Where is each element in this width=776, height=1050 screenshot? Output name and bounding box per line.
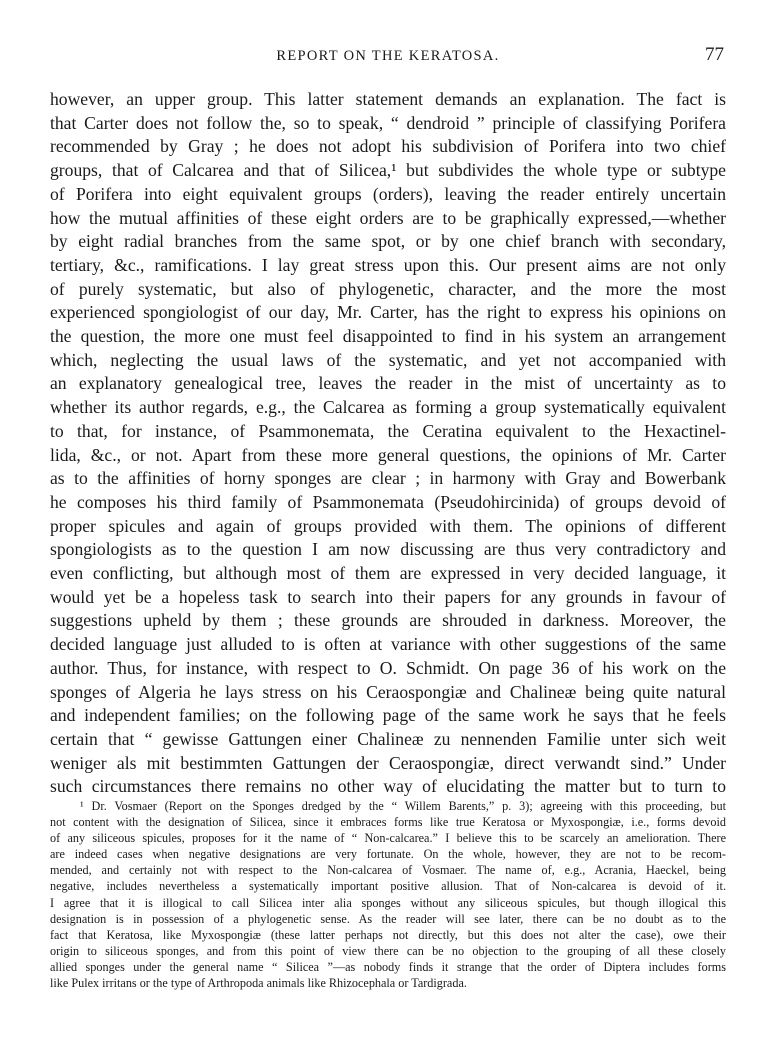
footnote-line: I agree that it is illogical to call Silicea inter alia sponges without any siliceous spicules, but though illogical this (50, 895, 726, 910)
body-line: lida, &c., or not. Apart from these more general questions, the opinions of Mr. Carter (50, 444, 726, 465)
body-line: an explanatory genealogical tree, leaves the reader in the mist of uncertainty as to (50, 373, 726, 394)
footnote-line: fact that Keratosa, like Myxospongiæ (these latter perhaps not directly, but this does not alter the case), owe their (50, 927, 726, 942)
body-line: weniger als mit bestimmten Gattungen der Ceraospongiæ, direct verwandt sind.” Under (50, 752, 726, 773)
body-line: by eight radial branches from the same spot, or by one chief branch with secondary, (50, 231, 726, 252)
body-line: whether its author regards, e.g., the Calcarea as forming a group systematically equivalent (50, 397, 726, 418)
body-line: to that, for instance, of Psammonemata, the Ceratina equivalent to the Hexactinel- (50, 420, 726, 441)
footnote-line: origin to siliceous sponges, and from this point of view there can be no objection to the grouping of all these closely (50, 943, 726, 958)
body-line: of Porifera into eight equivalent groups (orders), leaving the reader entirely uncertain (50, 183, 726, 204)
footnote-line: negative, includes nevertheless a systematically important positive allusion. That of Non-calcarea is devoid of it. (50, 879, 726, 894)
footnote-line: allied sponges under the general name “ Silicea ”—as nobody finds it strange that the order of Diptera includes forms (50, 959, 726, 974)
body-line: of purely systematic, but also of phylogenetic, character, and the more the most (50, 278, 726, 299)
body-line: such circumstances there remains no other way of elucidating the matter but to turn to (50, 776, 726, 797)
footnote-line: of any siliceous spicules, proposes for it the name of “ Non-calcarea.” I believe this to be scarcely an amelioration. There (50, 831, 726, 846)
footnote-line: like Pulex irritans or the type of Arthropoda animals like Rhizocephala or Tardigrada. (50, 976, 467, 991)
body-line: experienced spongiologist of our day, Mr. Carter, has the right to express his opinions on (50, 302, 726, 323)
body-line: and independent families; on the following page of the same work he says that he feels (50, 705, 726, 726)
page-number: 77 (705, 44, 724, 65)
body-line: suggestions upheld by them ; these grounds are shrouded in darkness. Moreover, the (50, 610, 726, 631)
body-line: decided language just alluded to is often at variance with other suggestions of the same (50, 634, 726, 655)
body-line: as to the affinities of horny sponges are clear ; in harmony with Gray and Bowerbank (50, 468, 726, 489)
running-head (50, 44, 726, 70)
body-line: even conflicting, but although most of them are expressed in very decided language, it (50, 563, 726, 584)
footnote-line: ¹ Dr. Vosmaer (Report on the Sponges dredged by the “ Willem Barents,” p. 3); agreeing with this proceeding, but (80, 799, 726, 813)
body-line: how the mutual affinities of these eight orders are to be graphically expressed,—whether (50, 207, 726, 228)
footnote-line: mended, and certainly not with respect to the Non-calcarea of Vosmaer. The name of, e.g., Acrania, Haeckel, being (50, 863, 726, 878)
body-line: groups, that of Calcarea and that of Silicea,¹ but subdivides the whole type or subtype (50, 160, 726, 181)
body-line: recommended by Gray ; he does not adopt his subdivision of Porifera into two chief (50, 136, 726, 157)
body-line: he composes his third family of Psammonemata (Pseudohircinida) of groups devoid of (50, 491, 726, 512)
body-text (50, 88, 726, 799)
body-line: spongiologists as to the question I am now discussing are thus very contradictory and (50, 539, 726, 560)
body-line: the question, the more one must feel disappointed to find in his system an arrangement (50, 326, 726, 347)
body-line: which, neglecting the usual laws of the systematic, and yet not accompanied with (50, 349, 726, 370)
running-title: REPORT ON THE KERATOSA. (276, 48, 500, 64)
body-line: would yet be a hopeless task to search into their papers for any grounds in favour of (50, 586, 726, 607)
footnote-line: designation is in possession of a phylogenetic sense. As the reader will see later, there can be no doubt as to the (50, 911, 726, 926)
footnotes (50, 798, 726, 991)
body-line: tertiary, &c., ramifications. I lay great stress upon this. Our present aims are not only (50, 254, 726, 275)
body-line: that Carter does not follow the, so to speak, “ dendroid ” principle of classifying Porifera (50, 112, 726, 133)
body-line: author. Thus, for instance, with respect to O. Schmidt. On page 36 of his work on the (50, 657, 726, 678)
body-line: however, an upper group. This latter statement demands an explanation. The fact is (50, 89, 726, 109)
body-line: certain that “ gewisse Gattungen einer Chalineæ zu nennenden Familie unter sich weit (50, 728, 726, 749)
body-line: sponges of Algeria he lays stress on his Ceraospongiæ and Chalineæ being quite natural (50, 681, 726, 702)
body-line: proper spicules and again of groups provided with them. The opinions of different (50, 515, 726, 536)
footnote-line: not content with the designation of Silicea, since it embraces forms like true Keratosa or Myxospongiæ, i.e., forms devoid (50, 815, 726, 830)
footnote-line: are indeed cases when negative designations are very fortunate. On the whole, however, they are not to be recom- (50, 847, 726, 862)
